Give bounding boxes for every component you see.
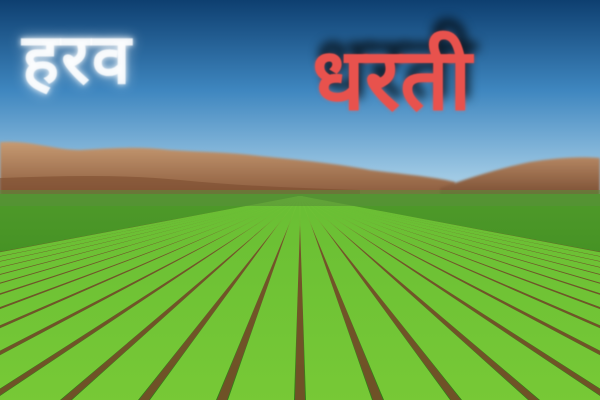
- white-overlay-text: हरव: [22, 18, 133, 100]
- horizon-haze: [0, 190, 600, 206]
- red-overlay-text: धरती: [312, 30, 472, 130]
